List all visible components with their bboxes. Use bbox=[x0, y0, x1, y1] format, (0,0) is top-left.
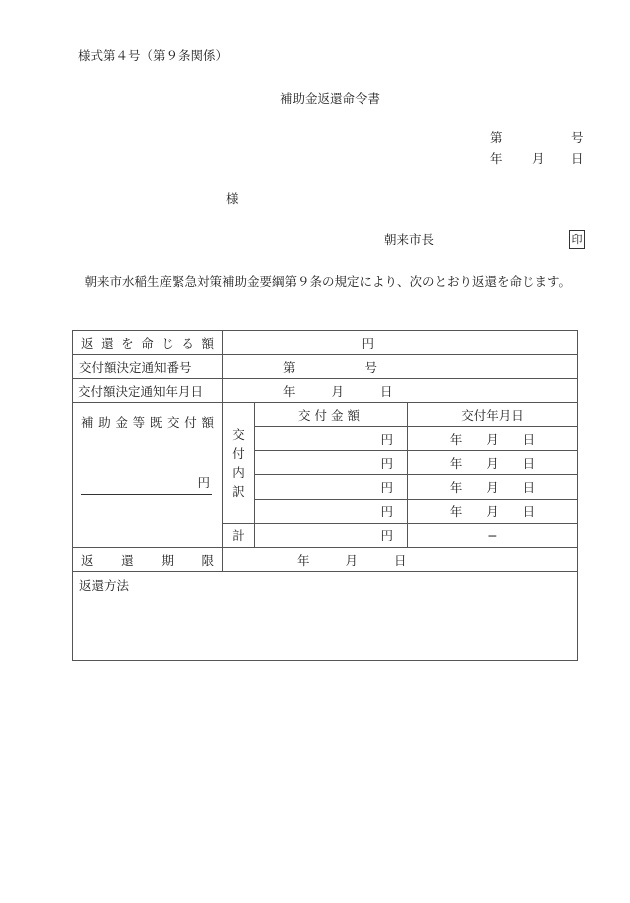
breakdown-char-2: 付 bbox=[232, 445, 245, 461]
return-order-table bbox=[72, 330, 578, 661]
breakdown-3-amount: 円 bbox=[255, 475, 408, 499]
row-method bbox=[73, 572, 578, 661]
issuer-name: 朝来市長 bbox=[384, 232, 435, 247]
total-amount: 円 bbox=[255, 523, 408, 547]
label-method: 返還方法 bbox=[79, 578, 130, 593]
header-amount: 交付金額 bbox=[255, 403, 408, 427]
recipient-honorific: 様 bbox=[226, 191, 239, 206]
document-title: 補助金返還命令書 bbox=[280, 91, 381, 106]
breakdown-1-amount: 円 bbox=[255, 427, 408, 451]
breakdown-1-date bbox=[408, 427, 578, 451]
breakdown-2-date bbox=[408, 451, 578, 475]
total-date: − bbox=[408, 523, 578, 547]
doc-number-prefix: 第 bbox=[490, 130, 503, 145]
value-return-amount: 円 bbox=[223, 331, 578, 355]
date-month-label: 月 bbox=[532, 151, 545, 166]
date-year-label: 年 bbox=[490, 151, 503, 166]
seal-mark: 印 bbox=[569, 230, 585, 249]
notice-gou: 号 bbox=[364, 359, 377, 375]
value-notice-number bbox=[223, 355, 578, 379]
breakdown-4-date bbox=[408, 499, 578, 523]
breakdown-3-date bbox=[408, 475, 578, 499]
b3-year: 年 bbox=[449, 480, 463, 496]
deadline-year: 年 bbox=[297, 552, 310, 568]
b1-month: 月 bbox=[486, 431, 499, 447]
header-date: 交付年月日 bbox=[408, 403, 578, 427]
breakdown-char-1: 交 bbox=[232, 426, 245, 442]
value-notice-date bbox=[223, 379, 578, 403]
body-text: 朝来市水稲生産緊急対策補助金要綱第９条の規定により、次のとおり返還を命じます。 bbox=[84, 274, 572, 289]
label-notice-number: 交付額決定通知番号 bbox=[73, 355, 223, 379]
b2-month: 月 bbox=[486, 455, 499, 471]
label-granted: 補助金等既交付額 bbox=[81, 415, 214, 430]
breakdown-4-amount: 円 bbox=[255, 499, 408, 523]
b1-year: 年 bbox=[449, 431, 463, 447]
notice-day: 日 bbox=[380, 383, 393, 399]
b4-day: 日 bbox=[522, 504, 536, 520]
b4-year: 年 bbox=[449, 504, 463, 520]
b3-month: 月 bbox=[486, 480, 499, 496]
granted-underline bbox=[81, 494, 212, 495]
deadline-month: 月 bbox=[345, 552, 359, 568]
b1-day: 日 bbox=[522, 431, 536, 447]
b4-month: 月 bbox=[486, 504, 499, 520]
row-granted-header bbox=[73, 403, 578, 427]
row-deadline bbox=[73, 548, 578, 572]
notice-dai: 第 bbox=[283, 359, 296, 375]
row-notice-number bbox=[73, 355, 578, 379]
b2-day: 日 bbox=[522, 455, 536, 471]
label-notice-date: 交付額決定通知年月日 bbox=[73, 379, 223, 403]
label-breakdown bbox=[223, 403, 255, 524]
value-deadline bbox=[223, 548, 578, 572]
granted-yen: 円 bbox=[197, 475, 210, 490]
form-number: 様式第４号（第９条関係） bbox=[78, 48, 229, 63]
b3-day: 日 bbox=[522, 480, 536, 496]
row-return-amount bbox=[73, 331, 578, 355]
label-total: 計 bbox=[223, 523, 255, 547]
doc-number-suffix: 号 bbox=[571, 130, 584, 145]
deadline-day: 日 bbox=[394, 552, 407, 568]
notice-year: 年 bbox=[283, 383, 296, 399]
date-day-label: 日 bbox=[571, 151, 584, 166]
label-return-amount: 返還を命じる額 bbox=[73, 331, 223, 355]
row-notice-date bbox=[73, 379, 578, 403]
breakdown-char-3: 内 bbox=[232, 464, 245, 480]
method-cell bbox=[73, 572, 578, 661]
granted-cell bbox=[73, 403, 223, 548]
b2-year: 年 bbox=[449, 455, 463, 471]
breakdown-2-amount: 円 bbox=[255, 451, 408, 475]
label-deadline: 返還期限 bbox=[73, 548, 223, 572]
notice-month: 月 bbox=[331, 383, 345, 399]
breakdown-char-4: 訳 bbox=[232, 483, 245, 499]
